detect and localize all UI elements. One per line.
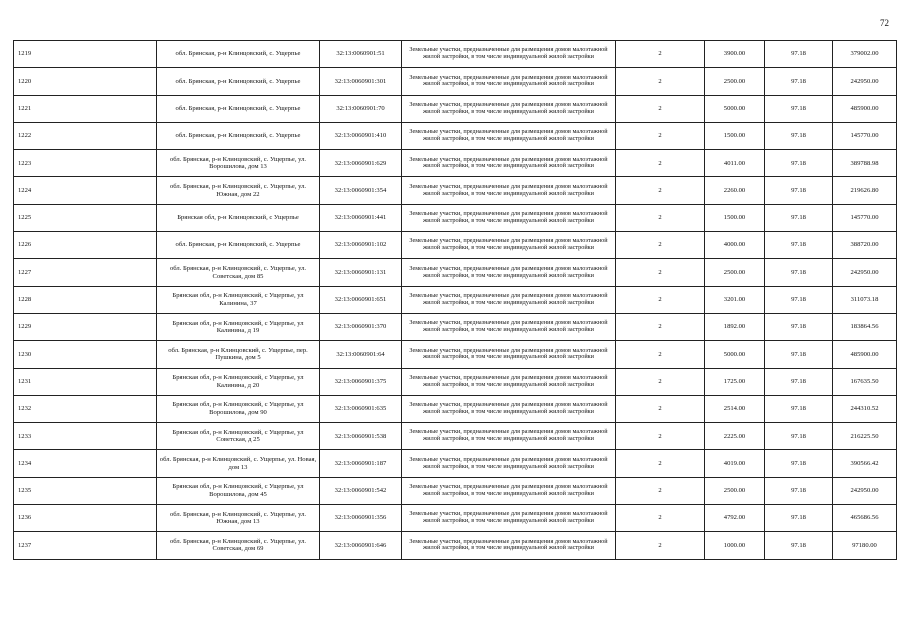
cadastral-number-cell: 32:13:0060901:441 — [320, 204, 402, 231]
permitted-use-cell: Земельные участки, предназначенные для размещения домов малоэтажной жилой застройки, в том числе индивидуальной жилой застройки — [402, 532, 616, 559]
row-number: 1224 — [14, 177, 157, 204]
address-cell: обл. Брянская, р-н Клинцовский, с. Ущерпье, ул. Советская, дом 85 — [157, 259, 320, 286]
table-row — [14, 450, 897, 477]
address-cell: обл. Брянская, р-н Клинцовский, с. Ущерпье, ул. Ворошилова, дом 13 — [157, 150, 320, 177]
area-cell: 1725.00 — [705, 368, 765, 395]
row-number: 1234 — [14, 450, 157, 477]
cadastral-number-cell: 32:13:0060901:70 — [320, 95, 402, 122]
cadastral-number-cell: 32:13:0060901:51 — [320, 41, 402, 68]
specific-value-cell: 97.18 — [765, 122, 833, 149]
group-code-cell: 2 — [616, 341, 705, 368]
row-number: 1236 — [14, 505, 157, 532]
cadastral-number-cell: 32:13:0060901:354 — [320, 177, 402, 204]
permitted-use-cell: Земельные участки, предназначенные для размещения домов малоэтажной жилой застройки, в том числе индивидуальной жилой застройки — [402, 232, 616, 259]
address-cell: обл. Брянская, р-н Клинцовский, с. Ущерпье, ул. Новая, дом 13 — [157, 450, 320, 477]
group-code-cell: 2 — [616, 450, 705, 477]
group-code-cell: 2 — [616, 313, 705, 340]
permitted-use-cell: Земельные участки, предназначенные для размещения домов малоэтажной жилой застройки, в том числе индивидуальной жилой застройки — [402, 204, 616, 231]
row-number: 1221 — [14, 95, 157, 122]
specific-value-cell: 97.18 — [765, 286, 833, 313]
row-number: 1230 — [14, 341, 157, 368]
specific-value-cell: 97.18 — [765, 450, 833, 477]
table-row — [14, 395, 897, 422]
address-cell: Брянская обл, р-н Клинцовский, с Ущерпье, ул Калинина, 37 — [157, 286, 320, 313]
permitted-use-cell: Земельные участки, предназначенные для размещения домов малоэтажной жилой застройки, в том числе индивидуальной жилой застройки — [402, 150, 616, 177]
permitted-use-cell: Земельные участки, предназначенные для размещения домов малоэтажной жилой застройки, в том числе индивидуальной жилой застройки — [402, 68, 616, 95]
cadastral-number-cell: 32:13:0060901:131 — [320, 259, 402, 286]
cadastral-number-cell: 32:13:0060901:410 — [320, 122, 402, 149]
specific-value-cell: 97.18 — [765, 477, 833, 504]
cadastral-value-cell: 390566.42 — [833, 450, 897, 477]
area-cell: 1892.00 — [705, 313, 765, 340]
table-row — [14, 259, 897, 286]
area-cell: 2260.00 — [705, 177, 765, 204]
cadastral-number-cell: 32:13:0060901:538 — [320, 423, 402, 450]
group-code-cell: 2 — [616, 204, 705, 231]
cadastral-value-cell: 311073.18 — [833, 286, 897, 313]
address-cell: Брянская обл, р-н Клинцовский, с Ущерпье, ул Калинина, д 20 — [157, 368, 320, 395]
address-cell: обл. Брянская, р-н Клинцовский, с. Ущерпье, ул. Советская, дом 69 — [157, 532, 320, 559]
table-row — [14, 68, 897, 95]
address-cell: обл. Брянская, р-н Клинцовский, с. Ущерпье — [157, 95, 320, 122]
area-cell: 1500.00 — [705, 122, 765, 149]
table-row — [14, 177, 897, 204]
table-row — [14, 313, 897, 340]
table-body — [14, 41, 897, 560]
permitted-use-cell: Земельные участки, предназначенные для размещения домов малоэтажной жилой застройки, в том числе индивидуальной жилой застройки — [402, 477, 616, 504]
cadastral-value-cell: 485900.00 — [833, 95, 897, 122]
cadastral-number-cell: 32:13:0060901:102 — [320, 232, 402, 259]
table-row — [14, 41, 897, 68]
permitted-use-cell: Земельные участки, предназначенные для размещения домов малоэтажной жилой застройки, в том числе индивидуальной жилой застройки — [402, 505, 616, 532]
row-number: 1235 — [14, 477, 157, 504]
address-cell: обл. Брянская, р-н Клинцовский, с. Ущерпье, ул. Южная, дом 22 — [157, 177, 320, 204]
table-row — [14, 532, 897, 559]
permitted-use-cell: Земельные участки, предназначенные для размещения домов малоэтажной жилой застройки, в том числе индивидуальной жилой застройки — [402, 341, 616, 368]
specific-value-cell: 97.18 — [765, 204, 833, 231]
specific-value-cell: 97.18 — [765, 259, 833, 286]
specific-value-cell: 97.18 — [765, 423, 833, 450]
address-cell: Брянская обл, р-н Клинцовский, с Ущерпье, ул Калинина, д 19 — [157, 313, 320, 340]
cadastral-value-cell: 242950.00 — [833, 477, 897, 504]
group-code-cell: 2 — [616, 368, 705, 395]
row-number: 1226 — [14, 232, 157, 259]
permitted-use-cell: Земельные участки, предназначенные для размещения домов малоэтажной жилой застройки, в том числе индивидуальной жилой застройки — [402, 286, 616, 313]
group-code-cell: 2 — [616, 122, 705, 149]
group-code-cell: 2 — [616, 68, 705, 95]
cadastral-value-cell: 97180.00 — [833, 532, 897, 559]
area-cell: 2500.00 — [705, 68, 765, 95]
cadastral-number-cell: 32:13:0060901:646 — [320, 532, 402, 559]
specific-value-cell: 97.18 — [765, 150, 833, 177]
cadastral-number-cell: 32:13:0060901:356 — [320, 505, 402, 532]
permitted-use-cell: Земельные участки, предназначенные для размещения домов малоэтажной жилой застройки, в том числе индивидуальной жилой застройки — [402, 95, 616, 122]
cadastral-value-cell: 183864.56 — [833, 313, 897, 340]
cadastral-value-cell: 244310.52 — [833, 395, 897, 422]
area-cell: 2500.00 — [705, 477, 765, 504]
area-cell: 2500.00 — [705, 259, 765, 286]
area-cell: 1500.00 — [705, 204, 765, 231]
row-number: 1232 — [14, 395, 157, 422]
area-cell: 4000.00 — [705, 232, 765, 259]
cadastral-value-cell: 388720.00 — [833, 232, 897, 259]
specific-value-cell: 97.18 — [765, 505, 833, 532]
group-code-cell: 2 — [616, 532, 705, 559]
cadastral-value-cell: 465686.56 — [833, 505, 897, 532]
specific-value-cell: 97.18 — [765, 341, 833, 368]
cadastral-number-cell: 32:13:0060901:651 — [320, 286, 402, 313]
area-cell: 4011.00 — [705, 150, 765, 177]
area-cell: 3900.00 — [705, 41, 765, 68]
table-row — [14, 232, 897, 259]
specific-value-cell: 97.18 — [765, 395, 833, 422]
cadastral-number-cell: 32:13:0060901:301 — [320, 68, 402, 95]
group-code-cell: 2 — [616, 395, 705, 422]
row-number: 1227 — [14, 259, 157, 286]
row-number: 1225 — [14, 204, 157, 231]
cadastral-value-cell: 167635.50 — [833, 368, 897, 395]
group-code-cell: 2 — [616, 286, 705, 313]
row-number: 1220 — [14, 68, 157, 95]
row-number: 1229 — [14, 313, 157, 340]
cadastral-value-table-sheet — [13, 40, 896, 560]
group-code-cell: 2 — [616, 95, 705, 122]
area-cell: 4019.00 — [705, 450, 765, 477]
permitted-use-cell: Земельные участки, предназначенные для размещения домов малоэтажной жилой застройки, в том числе индивидуальной жилой застройки — [402, 395, 616, 422]
address-cell: обл. Брянская, р-н Клинцовский, с. Ущерпье — [157, 232, 320, 259]
address-cell: обл. Брянская, р-н Клинцовский, с. Ущерпье, пер. Пушкина, дом 5 — [157, 341, 320, 368]
address-cell: Брянская обл, р-н Клинцовский, с Ущерпье — [157, 204, 320, 231]
specific-value-cell: 97.18 — [765, 368, 833, 395]
cadastral-value-table — [13, 40, 897, 560]
page-number: 72 — [880, 18, 889, 28]
area-cell: 2225.00 — [705, 423, 765, 450]
cadastral-number-cell: 32:13:0060901:635 — [320, 395, 402, 422]
specific-value-cell: 97.18 — [765, 232, 833, 259]
group-code-cell: 2 — [616, 232, 705, 259]
table-row — [14, 286, 897, 313]
permitted-use-cell: Земельные участки, предназначенные для размещения домов малоэтажной жилой застройки, в том числе индивидуальной жилой застройки — [402, 177, 616, 204]
table-row — [14, 122, 897, 149]
cadastral-number-cell: 32:13:0060901:187 — [320, 450, 402, 477]
table-row — [14, 341, 897, 368]
row-number: 1219 — [14, 41, 157, 68]
cadastral-value-cell: 389788.98 — [833, 150, 897, 177]
group-code-cell: 2 — [616, 41, 705, 68]
address-cell: Брянская обл, р-н Клинцовский, с Ущерпье, ул Советская, д 25 — [157, 423, 320, 450]
permitted-use-cell: Земельные участки, предназначенные для размещения домов малоэтажной жилой застройки, в том числе индивидуальной жилой застройки — [402, 368, 616, 395]
row-number: 1222 — [14, 122, 157, 149]
group-code-cell: 2 — [616, 177, 705, 204]
cadastral-number-cell: 32:13:0060901:375 — [320, 368, 402, 395]
group-code-cell: 2 — [616, 505, 705, 532]
row-number: 1231 — [14, 368, 157, 395]
table-row — [14, 150, 897, 177]
cadastral-value-cell: 485900.00 — [833, 341, 897, 368]
row-number: 1223 — [14, 150, 157, 177]
specific-value-cell: 97.18 — [765, 68, 833, 95]
area-cell: 4792.00 — [705, 505, 765, 532]
permitted-use-cell: Земельные участки, предназначенные для размещения домов малоэтажной жилой застройки, в том числе индивидуальной жилой застройки — [402, 450, 616, 477]
table-row — [14, 95, 897, 122]
permitted-use-cell: Земельные участки, предназначенные для размещения домов малоэтажной жилой застройки, в том числе индивидуальной жилой застройки — [402, 313, 616, 340]
cadastral-number-cell: 32:13:0060901:370 — [320, 313, 402, 340]
area-cell: 5000.00 — [705, 95, 765, 122]
row-number: 1228 — [14, 286, 157, 313]
specific-value-cell: 97.18 — [765, 95, 833, 122]
cadastral-value-cell: 242950.00 — [833, 259, 897, 286]
area-cell: 5000.00 — [705, 341, 765, 368]
cadastral-value-cell: 219626.80 — [833, 177, 897, 204]
address-cell: обл. Брянская, р-н Клинцовский, с. Ущерпье — [157, 68, 320, 95]
area-cell: 2514.00 — [705, 395, 765, 422]
permitted-use-cell: Земельные участки, предназначенные для размещения домов малоэтажной жилой застройки, в том числе индивидуальной жилой застройки — [402, 41, 616, 68]
cadastral-number-cell: 32:13:0060901:542 — [320, 477, 402, 504]
table-row — [14, 477, 897, 504]
row-number: 1233 — [14, 423, 157, 450]
cadastral-value-cell: 145770.00 — [833, 204, 897, 231]
permitted-use-cell: Земельные участки, предназначенные для размещения домов малоэтажной жилой застройки, в том числе индивидуальной жилой застройки — [402, 423, 616, 450]
specific-value-cell: 97.18 — [765, 313, 833, 340]
specific-value-cell: 97.18 — [765, 41, 833, 68]
group-code-cell: 2 — [616, 150, 705, 177]
table-row — [14, 505, 897, 532]
table-row — [14, 423, 897, 450]
cadastral-value-cell: 145770.00 — [833, 122, 897, 149]
address-cell: обл. Брянская, р-н Клинцовский, с. Ущерпье, ул. Южная, дом 13 — [157, 505, 320, 532]
area-cell: 1000.00 — [705, 532, 765, 559]
address-cell: Брянская обл, р-н Клинцовский, с Ущерпье, ул Ворошилова, дом 90 — [157, 395, 320, 422]
address-cell: обл. Брянская, р-н Клинцовский, с. Ущерпье — [157, 122, 320, 149]
specific-value-cell: 97.18 — [765, 532, 833, 559]
group-code-cell: 2 — [616, 477, 705, 504]
table-row — [14, 204, 897, 231]
cadastral-value-cell: 379002.00 — [833, 41, 897, 68]
address-cell: обл. Брянская, р-н Клинцовский, с. Ущерпье — [157, 41, 320, 68]
cadastral-number-cell: 32:13:0060901:64 — [320, 341, 402, 368]
permitted-use-cell: Земельные участки, предназначенные для размещения домов малоэтажной жилой застройки, в том числе индивидуальной жилой застройки — [402, 259, 616, 286]
group-code-cell: 2 — [616, 423, 705, 450]
specific-value-cell: 97.18 — [765, 177, 833, 204]
address-cell: Брянская обл, р-н Клинцовский, с Ущерпье, ул Ворошилова, дом 45 — [157, 477, 320, 504]
cadastral-value-cell: 216225.50 — [833, 423, 897, 450]
area-cell: 3201.00 — [705, 286, 765, 313]
permitted-use-cell: Земельные участки, предназначенные для размещения домов малоэтажной жилой застройки, в том числе индивидуальной жилой застройки — [402, 122, 616, 149]
group-code-cell: 2 — [616, 259, 705, 286]
cadastral-number-cell: 32:13:0060901:629 — [320, 150, 402, 177]
row-number: 1237 — [14, 532, 157, 559]
table-row — [14, 368, 897, 395]
cadastral-value-cell: 242950.00 — [833, 68, 897, 95]
